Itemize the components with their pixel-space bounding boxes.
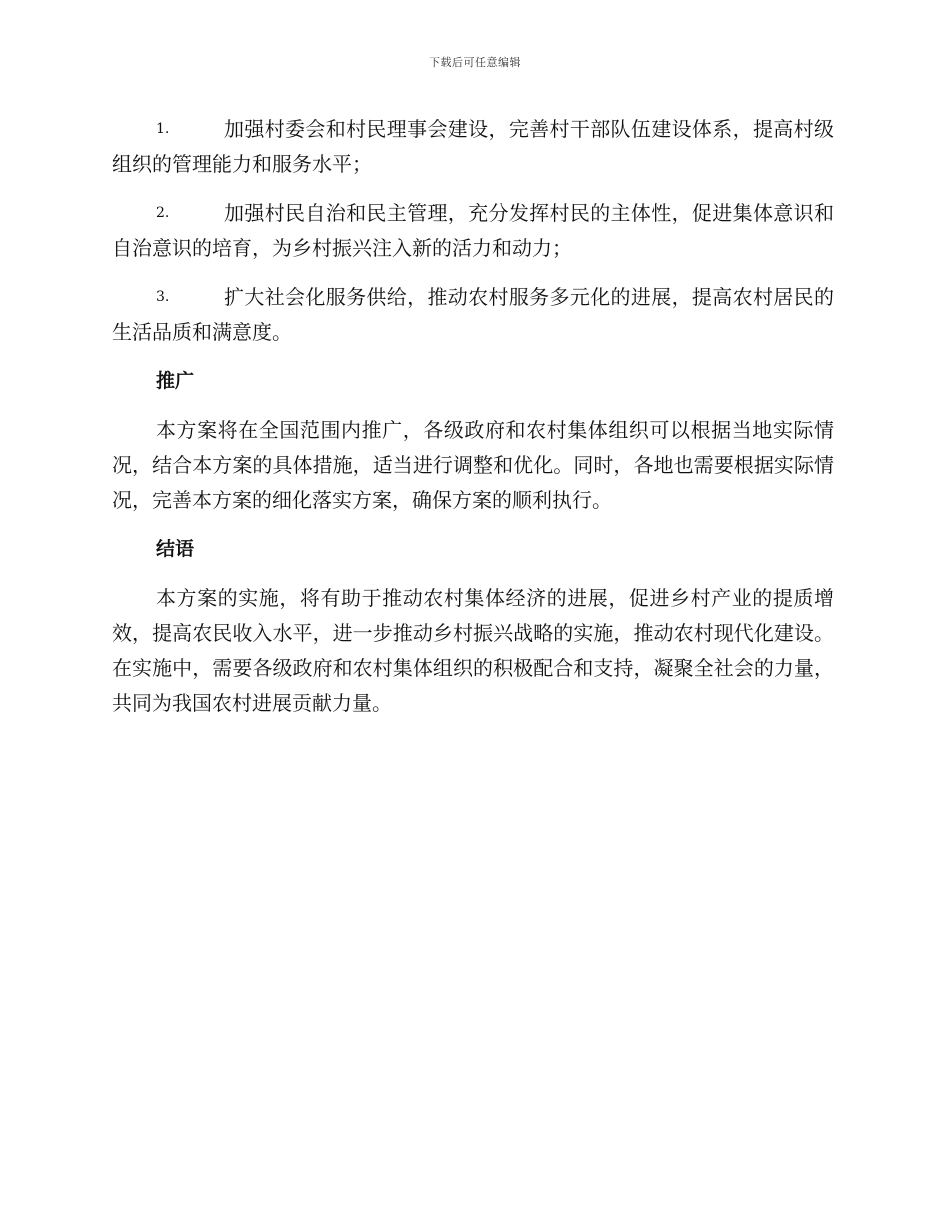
promotion-paragraph: 本方案将在全国范围内推广，各级政府和农村集体组织可以根据当地实际情况，结合本方案的具体措施，适当进行调整和优化。同时，各地也需要根据实际情况，完善本方案的细化落实方案，确保方案的顺利执行。 (112, 418, 834, 512)
section-heading-promotion: 推广 (156, 370, 195, 392)
list-number: 2. (156, 205, 170, 221)
list-item-text: 加强村民自治和民主管理，充分发挥村民的主体性，促进集体意识和自治意识的培育，为乡村振兴注入新的活力和动力； (112, 201, 834, 260)
list-item-text: 扩大社会化服务供给，推动农村服务多元化的进展，提高农村居民的生活品质和满意度。 (112, 285, 834, 344)
document-body (112, 112, 834, 735)
list-item-text: 加强村委会和村民理事会建设，完善村干部队伍建设体系，提高村级组织的管理能力和服务水平； (112, 117, 834, 176)
section-heading-conclusion: 结语 (156, 538, 195, 560)
list-item (112, 280, 834, 350)
page-header-note: 下载后可任意编辑 (429, 56, 521, 69)
conclusion-paragraph: 本方案的实施，将有助于推动农村集体经济的进展，促进乡村产业的提质增效，提高农民收入水平，进一步推动乡村振兴战略的实施，推动农村现代化建设。在实施中，需要各级政府和农村集体组织的积极配合和支持，凝聚全社会的力量，共同为我国农村进展贡献力量。 (112, 586, 834, 715)
list-number: 3. (156, 289, 170, 305)
list-item (112, 112, 834, 182)
list-item (112, 196, 834, 266)
list-number: 1. (156, 121, 170, 137)
